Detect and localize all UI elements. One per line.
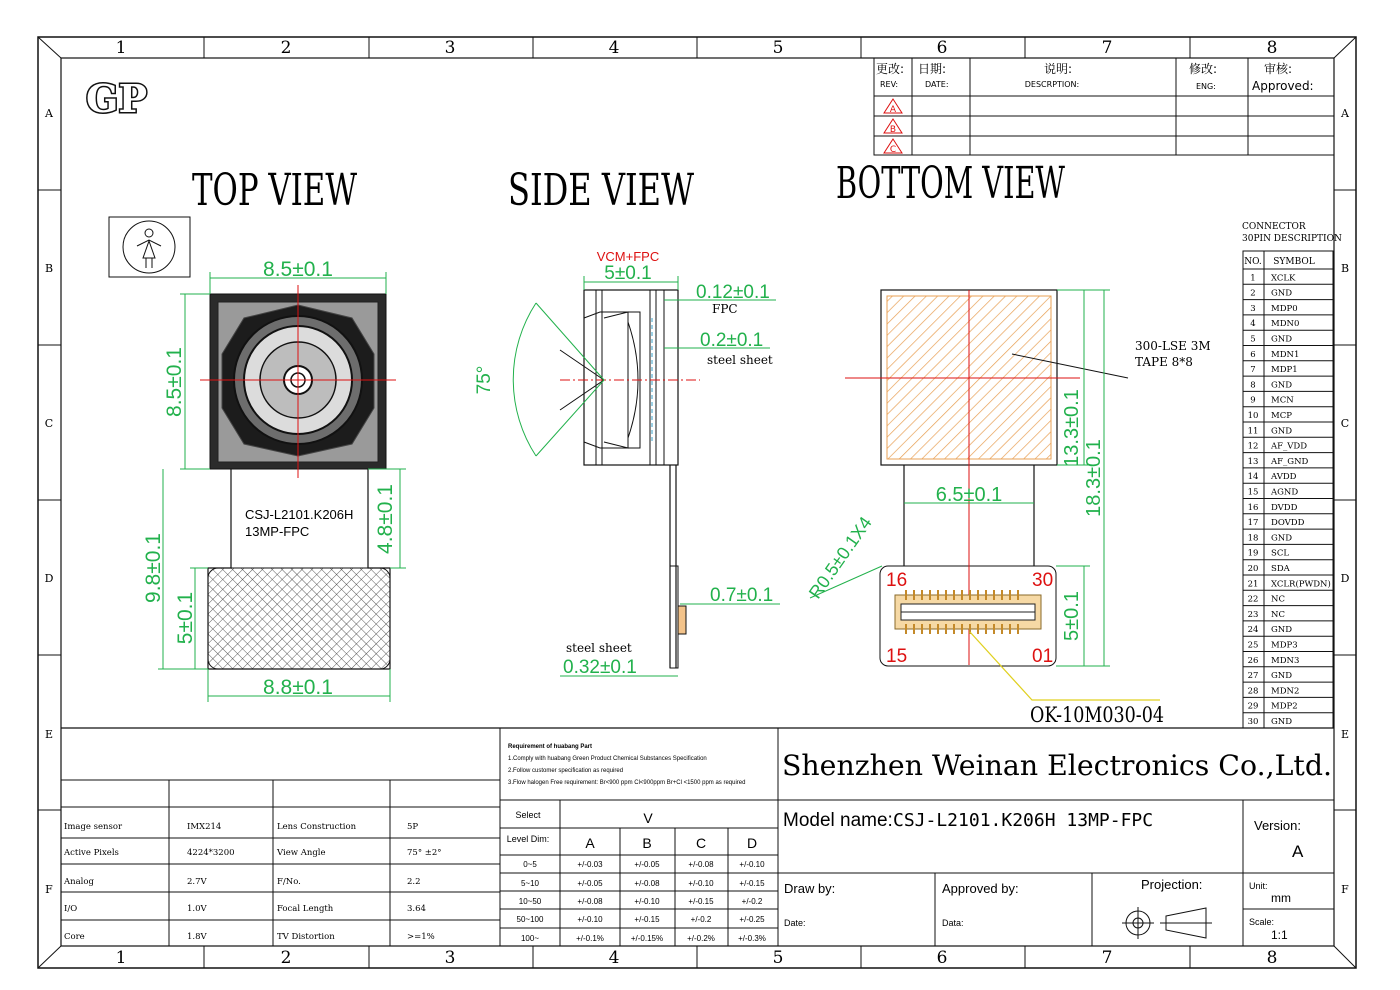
tolerance-cell: +/-0.2%	[687, 934, 715, 943]
pin-symbol: GND	[1271, 334, 1293, 345]
pin-number: 15	[1247, 487, 1259, 498]
dim-height: 8.5±0.1	[163, 347, 186, 417]
esd-icon	[109, 217, 190, 277]
side-view	[474, 249, 780, 678]
top-view	[142, 258, 406, 702]
data-label: Data:	[942, 918, 964, 928]
scale-label: Scale:	[1249, 917, 1275, 927]
pin-number: 19	[1247, 548, 1259, 559]
steel-label: steel sheet	[707, 353, 773, 367]
spec-cell: F/No.	[277, 877, 301, 887]
col-label: 7	[1101, 948, 1113, 968]
dim-conn-height: 5±0.1	[1061, 591, 1083, 641]
side-view-title: SIDE VIEW	[508, 165, 695, 216]
svg-text:D: D	[1340, 572, 1350, 585]
pin-symbol: DVDD	[1271, 502, 1298, 513]
tolerance-cell: +/-0.08	[577, 897, 603, 906]
spec-cell: I/O	[64, 904, 78, 914]
pin-symbol: AGND	[1271, 487, 1299, 498]
spec-cell: TV Distortion	[277, 932, 335, 942]
svg-text:说明:: 说明:	[1043, 62, 1073, 76]
svg-text:日期:: 日期:	[918, 62, 947, 76]
pin-number: 23	[1247, 609, 1259, 620]
pin-symbol: AF_GND	[1271, 456, 1309, 467]
dim-steel-thk-2: 0.32±0.1	[563, 657, 637, 678]
pin-number: 28	[1247, 686, 1259, 697]
col-label: 6	[936, 948, 948, 968]
requirements-note	[508, 744, 745, 786]
pin-symbol: MDP1	[1271, 365, 1298, 376]
version-value: A	[1292, 842, 1304, 861]
pin-number: 2	[1250, 288, 1256, 299]
spec-cell: 3.64	[407, 904, 426, 914]
tolerance-cell: 5~10	[520, 879, 540, 888]
tolerance-cell: +/-0.15	[688, 897, 714, 906]
spec-cell: 75° ±2°	[407, 848, 442, 858]
dim-width-bottom: 8.8±0.1	[263, 676, 333, 699]
svg-text:F: F	[45, 883, 53, 896]
tolerance-table	[500, 800, 778, 946]
tolerance-cell: +/-0.03	[577, 860, 603, 869]
pin-number: 9	[1250, 395, 1256, 406]
tolerance-cell: +/-0.10	[739, 860, 765, 869]
svg-text:DATE:: DATE:	[925, 80, 949, 89]
pin-number: 7	[1250, 365, 1256, 376]
svg-text:DESCRPTION:: DESCRPTION:	[1024, 80, 1080, 89]
tolerance-cell: +/-0.3%	[738, 934, 766, 943]
model-label: Model name:	[783, 810, 893, 831]
svg-text:30PIN DESCRIPTION: 30PIN DESCRIPTION	[1242, 234, 1342, 244]
svg-text:2.Follow customer specificatio: 2.Follow customer specification as required	[508, 768, 624, 774]
tolerance-cell: +/-0.15%	[630, 934, 664, 943]
bottom-view-title: BOTTOM VIEW	[836, 158, 1066, 209]
tolerance-cell: 10~50	[518, 897, 542, 906]
svg-text:3.Flow halogen Free requiremen: 3.Flow halogen Free requirement: Br<900 ppm Cl<900ppm Br+Cl <1500 ppm as required	[508, 780, 746, 786]
spec-cell: Analog	[64, 877, 94, 887]
col-label: 2	[280, 948, 292, 968]
col-label: 4	[608, 38, 620, 58]
revision-mark-a	[884, 99, 902, 115]
tape-label: 300-LSE 3M	[1135, 339, 1211, 353]
svg-text:V: V	[643, 810, 653, 826]
tolerance-col: C	[695, 835, 707, 851]
tolerance-cell: 0~5	[523, 860, 537, 869]
pin-symbol: SDA	[1271, 564, 1290, 574]
dim-flex-height: 9.8±0.1	[142, 533, 165, 603]
dim-angle: 75°	[474, 365, 495, 395]
connector-part-number: OK-10M030-04	[1030, 703, 1164, 727]
spec-cell: IMX214	[187, 822, 222, 832]
revision-table	[874, 58, 1334, 155]
pin-symbol: MDP2	[1271, 701, 1298, 712]
revision-mark-c	[884, 139, 902, 155]
pin-number: 13	[1247, 456, 1259, 467]
company-name: Shenzhen Weinan Electronics Co.,Ltd.	[782, 749, 1332, 782]
spec-cell: >=1%	[407, 932, 435, 942]
bottom-view	[805, 290, 1211, 727]
pin-number: 10	[1247, 411, 1259, 421]
tolerance-cell: +/-0.15	[634, 915, 660, 924]
tolerance-cell: 100~	[520, 934, 540, 943]
pin-number: 16	[1247, 502, 1259, 513]
svg-text:A: A	[1341, 107, 1349, 120]
date-label: Date:	[784, 918, 806, 928]
svg-text:E: E	[1340, 728, 1350, 741]
svg-text:更改:: 更改:	[876, 62, 905, 76]
svg-text:审核:: 审核:	[1264, 62, 1293, 76]
pin-number: 11	[1247, 426, 1259, 437]
company-logo: GP	[86, 76, 148, 121]
pin-number: 1	[1250, 273, 1256, 284]
tolerance-cell: +/-0.05	[634, 860, 660, 869]
tolerance-cell: +/-0.1%	[576, 934, 604, 943]
top-view-title: TOP VIEW	[192, 165, 358, 216]
svg-text:Approved:: Approved:	[1252, 79, 1314, 93]
pin-16-label: 16	[886, 570, 908, 591]
col-label: 3	[444, 38, 456, 58]
tolerance-col: D	[746, 835, 758, 851]
tolerance-cell: +/-0.08	[688, 860, 714, 869]
svg-text:1.Comply with huabang Green Pr: 1.Comply with huabang Green Product Chemical Substances Specification	[508, 756, 707, 762]
dim-width-top: 8.5±0.1	[263, 258, 333, 281]
tolerance-col: A	[585, 835, 595, 851]
svg-text:B: B	[44, 262, 54, 275]
col-label: 7	[1101, 38, 1113, 58]
spec-cell: 1.8V	[187, 932, 207, 942]
pin-symbol: DOVDD	[1271, 518, 1305, 529]
spec-cell: 2.7V	[187, 877, 207, 887]
tolerance-cell: +/-0.10	[688, 879, 714, 888]
pin-number: 12	[1247, 441, 1259, 452]
pin-number: 20	[1247, 564, 1259, 574]
pin-symbol: MDN3	[1271, 655, 1300, 666]
revision-mark-b	[884, 119, 902, 135]
dim-len-1: 13.3±0.1	[1061, 389, 1083, 467]
col-label: 8	[1266, 38, 1278, 58]
pin-number: 3	[1250, 303, 1256, 314]
tape-label-2: TAPE 8*8	[1135, 355, 1193, 369]
tolerance-cell: +/-0.15	[739, 879, 765, 888]
tolerance-cell: +/-0.05	[577, 879, 603, 888]
spec-cell: Core	[64, 932, 85, 942]
col-label: 3	[444, 948, 456, 968]
pin-symbol: MDP3	[1271, 640, 1298, 651]
svg-text:E: E	[44, 728, 54, 741]
dim-pad-height: 5±0.1	[174, 591, 197, 645]
pin-symbol: GND	[1271, 380, 1293, 391]
pin-30-label: 30	[1032, 570, 1054, 591]
spec-cell: 1.0V	[187, 904, 207, 914]
pin-number: 17	[1247, 518, 1259, 529]
view-titles	[192, 158, 1065, 216]
spec-cell: 2.2	[407, 877, 421, 887]
pin-number: 6	[1250, 349, 1256, 360]
svg-text:C: C	[889, 145, 897, 155]
pin-number: 30	[1247, 717, 1259, 727]
col-label: 8	[1266, 948, 1278, 968]
spec-table	[61, 780, 500, 946]
pin-symbol: MDN2	[1271, 686, 1300, 697]
spec-cell: Image sensor	[64, 822, 123, 832]
spec-cell: 4224*3200	[187, 848, 235, 858]
approved-by-label: Approved by:	[942, 881, 1019, 896]
tolerance-cell: +/-0.25	[739, 915, 765, 924]
pin-number: 4	[1250, 319, 1256, 330]
pin-15-label: 15	[886, 646, 908, 667]
scale-value: 1:1	[1271, 928, 1288, 942]
spec-cell: 5P	[407, 822, 419, 832]
pin-symbol: NC	[1271, 594, 1285, 605]
spec-cell: Lens Construction	[277, 822, 357, 832]
svg-text:ENG:: ENG:	[1196, 82, 1216, 91]
pin-symbol: XCLK	[1271, 273, 1296, 284]
pin-number: 8	[1250, 380, 1256, 391]
vcm-label: VCM+FPC	[596, 249, 660, 264]
pin-number: 26	[1247, 655, 1259, 666]
pin-number: 21	[1247, 579, 1259, 590]
col-label: 1	[115, 38, 127, 58]
pin-symbol: SCL	[1271, 548, 1289, 559]
col-label: 5	[772, 948, 784, 968]
svg-text:Level Dim:: Level Dim:	[506, 834, 550, 844]
dim-neck-width: 6.5±0.1	[935, 484, 1003, 506]
tolerance-col: B	[642, 835, 652, 851]
pin-symbol: GND	[1271, 288, 1293, 299]
third-angle-projection-icon	[1122, 907, 1212, 939]
pin-symbol: GND	[1271, 533, 1293, 544]
dim-steel-thk: 0.2±0.1	[700, 330, 764, 351]
svg-text:B: B	[889, 125, 897, 135]
svg-text:D: D	[44, 572, 54, 585]
pin-symbol: AF_VDD	[1271, 441, 1308, 452]
unit-label: Unit:	[1249, 881, 1268, 891]
tolerance-cell: +/-0.10	[634, 897, 660, 906]
pin-number: 18	[1247, 533, 1259, 544]
svg-text:F: F	[1341, 883, 1349, 896]
steel-label-2: steel sheet	[566, 641, 632, 655]
tolerance-cell: +/-0.2	[690, 915, 712, 924]
pin-symbol: GND	[1271, 625, 1293, 636]
pin-number: 14	[1247, 472, 1259, 483]
pin-symbol: NC	[1271, 609, 1285, 620]
spec-cell: Focal Length	[277, 904, 334, 914]
fpc-label: FPC	[712, 302, 738, 316]
col-label: 6	[936, 38, 948, 58]
pin-symbol: MDN1	[1271, 349, 1300, 360]
pin-01-label: 01	[1032, 646, 1054, 667]
pin-number: 29	[1247, 701, 1259, 712]
svg-text:CONNECTOR: CONNECTOR	[1242, 222, 1306, 232]
col-label: 2	[280, 38, 292, 58]
col-label: 4	[608, 948, 620, 968]
dim-neck-height: 4.8±0.1	[374, 484, 397, 554]
tolerance-cell: +/-0.10	[577, 915, 603, 924]
col-label: 5	[772, 38, 784, 58]
model-value: CSJ-L2101.K206H 13MP-FPC	[893, 810, 1154, 831]
svg-text:NO.: NO.	[1244, 257, 1262, 267]
pin-symbol: GND	[1271, 717, 1293, 727]
dim-fpc-thk: 0.12±0.1	[696, 282, 770, 303]
dim-stiffener: 0.7±0.1	[710, 585, 774, 606]
spec-cell: Active Pixels	[64, 848, 119, 858]
svg-text:REV:: REV:	[880, 80, 899, 89]
svg-text:修改:: 修改:	[1189, 62, 1218, 76]
pin-number: 5	[1250, 334, 1256, 345]
tolerance-cell: +/-0.08	[634, 879, 660, 888]
col-label: 1	[115, 948, 127, 968]
pin-number: 27	[1247, 671, 1259, 682]
pin-symbol: GND	[1271, 426, 1293, 437]
svg-text:Requirement of huabang Part: Requirement of huabang Part	[508, 744, 593, 750]
pin-symbol: GND	[1271, 671, 1293, 682]
connector-pad-area	[208, 568, 390, 669]
svg-text:C: C	[1340, 417, 1350, 430]
pin-symbol: AVDD	[1271, 472, 1297, 483]
dim-thickness: 5±0.1	[604, 263, 652, 284]
svg-text:C: C	[44, 417, 54, 430]
svg-text:A: A	[45, 107, 53, 120]
projection-label: Projection:	[1141, 877, 1203, 892]
pin-symbol: XCLR(PWDN)	[1271, 579, 1331, 590]
pin-symbol: MDP0	[1271, 303, 1298, 314]
svg-text:B: B	[1340, 262, 1350, 275]
pin-number: 22	[1247, 594, 1259, 605]
dim-len-2: 18.3±0.1	[1083, 439, 1105, 517]
unit-value: mm	[1271, 891, 1291, 905]
pin-symbol: MCN	[1271, 395, 1294, 406]
tolerance-cell: 50~100	[516, 915, 544, 924]
model-info	[783, 810, 1304, 942]
pin-symbol: MDN0	[1271, 319, 1300, 330]
svg-text:A: A	[889, 105, 897, 115]
dim-radius: R0.5±0.1X4	[804, 513, 876, 603]
pin-symbol: MCP	[1271, 411, 1292, 421]
svg-text:SYMBOL: SYMBOL	[1273, 257, 1315, 267]
version-label: Version:	[1254, 818, 1301, 833]
pin-number: 25	[1247, 640, 1259, 651]
spec-cell: View Angle	[277, 848, 326, 858]
draw-by-label: Draw by:	[784, 881, 836, 896]
tolerance-cell: +/-0.2	[741, 897, 763, 906]
pin-table	[1242, 222, 1342, 728]
part-label-2: 13MP-FPC	[245, 524, 310, 539]
part-label: CSJ-L2101.K206H	[245, 507, 354, 522]
svg-text:Select: Select	[515, 810, 541, 820]
pin-number: 24	[1247, 625, 1259, 636]
